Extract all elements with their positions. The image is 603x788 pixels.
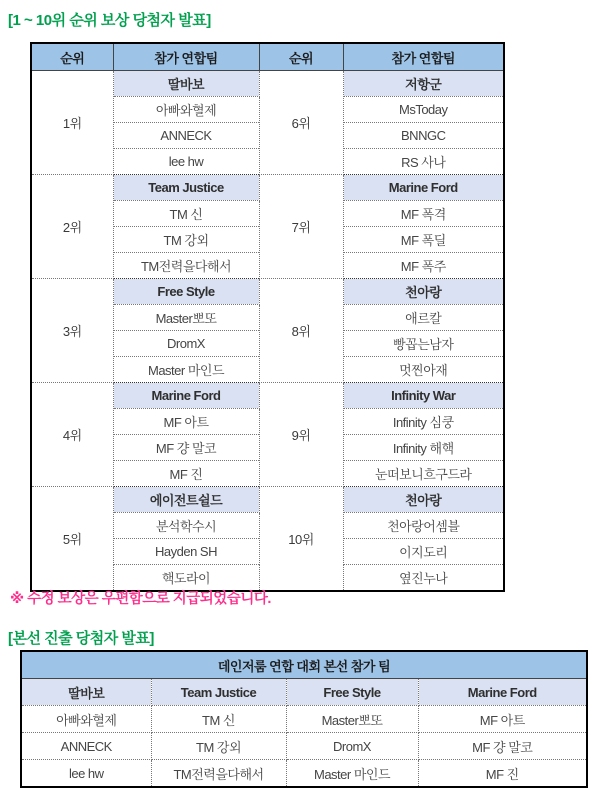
member-name-cell: Infinity 해핵 [343,435,504,461]
column-header-3: 참가 연합팀 [343,43,504,71]
member-name-cell: MF 진 [113,461,259,487]
table-row [31,487,504,513]
member-name-cell: 옆진누나 [343,565,504,592]
member-name-cell: ANNECK [113,123,259,149]
table-row [31,71,504,97]
alliance-name-cell: Team Justice [113,175,259,201]
member-name-cell: 애르칼 [343,305,504,331]
finals-member-cell: TM 신 [151,706,286,733]
finals-member-cell: TM전력을다해서 [151,760,286,788]
member-name-cell: RS 사나 [343,149,504,175]
member-name-cell: Infinity 심쿵 [343,409,504,435]
alliance-name-cell: 천아랑 [343,487,504,513]
finals-merged-header-row [21,651,587,679]
alliance-name-cell: 천아랑 [343,279,504,305]
member-name-cell: BNNGC [343,123,504,149]
member-name-cell: MF 폭격 [343,201,504,227]
rank-cell: 7위 [259,175,343,279]
finals-member-cell: MF 아트 [418,706,587,733]
alliance-name-cell: Free Style [113,279,259,305]
table-row [31,383,504,409]
ranking-table-header [31,43,504,71]
section-title-finals: [본선 진출 당첨자 발표] [8,630,154,647]
member-name-cell: MF 폭딜 [343,227,504,253]
rank-cell: 9위 [259,383,343,487]
member-name-cell: TM 신 [113,201,259,227]
rank-cell: 8위 [259,279,343,383]
reward-note: ※ 수정 보상은 우편함으로 지급되었습니다. [10,591,271,607]
member-name-cell: 빵꼽는남자 [343,331,504,357]
rank-cell: 6위 [259,71,343,175]
finals-member-cell: Master 마인드 [286,760,418,788]
table-row [31,279,504,305]
finals-member-cell: Master뽀또 [286,706,418,733]
finals-table-header [21,651,587,706]
alliance-name-cell: 에이전트쉴드 [113,487,259,513]
alliance-name-cell: Infinity War [343,383,504,409]
finals-table-body [21,706,587,788]
table-row [31,175,504,201]
finals-table-title: 데인저룸 연합 대회 본선 참가 팀 [21,651,587,679]
alliance-name-cell: Marine Ford [343,175,504,201]
ranking-table [30,42,505,592]
finals-team-header-1: Team Justice [151,679,286,706]
member-name-cell: Master뽀또 [113,305,259,331]
finals-table [20,650,588,788]
member-name-cell: MsToday [343,97,504,123]
finals-team-header-row [21,679,587,706]
member-name-cell: MF 아트 [113,409,259,435]
member-name-cell: 아빠와혈제 [113,97,259,123]
member-name-cell: 핵도라이 [113,565,259,592]
ranking-table-body [31,71,504,592]
finals-member-cell: TM 강외 [151,733,286,760]
column-header-1: 참가 연합팀 [113,43,259,71]
member-name-cell: 눈떠보니흐구드라 [343,461,504,487]
rank-cell: 5위 [31,487,113,592]
member-name-cell: MF 걍 말코 [113,435,259,461]
section-title-rank-rewards: [1 ~ 10위 순위 보상 당첨자 발표] [8,12,211,29]
finals-member-cell: 아빠와혈제 [21,706,151,733]
rank-cell: 10위 [259,487,343,592]
finals-team-header-2: Free Style [286,679,418,706]
finals-member-cell: MF 진 [418,760,587,788]
finals-member-cell: MF 걍 말코 [418,733,587,760]
member-name-cell: MF 폭주 [343,253,504,279]
alliance-name-cell: 저항군 [343,71,504,97]
table-row [21,706,587,733]
member-name-cell: 분석학수시 [113,513,259,539]
member-name-cell: Hayden SH [113,539,259,565]
member-name-cell: lee hw [113,149,259,175]
finals-member-cell: ANNECK [21,733,151,760]
finals-team-header-3: Marine Ford [418,679,587,706]
member-name-cell: 천아랑어셈블 [343,513,504,539]
finals-member-cell: lee hw [21,760,151,788]
column-header-2: 순위 [259,43,343,71]
finals-member-cell: DromX [286,733,418,760]
member-name-cell: DromX [113,331,259,357]
column-header-0: 순위 [31,43,113,71]
table-header-row [31,43,504,71]
alliance-name-cell: Marine Ford [113,383,259,409]
alliance-name-cell: 딸바보 [113,71,259,97]
member-name-cell: TM전력을다해서 [113,253,259,279]
rank-cell: 1위 [31,71,113,175]
member-name-cell: Master 마인드 [113,357,259,383]
rank-cell: 2위 [31,175,113,279]
finals-team-header-0: 딸바보 [21,679,151,706]
rank-cell: 3위 [31,279,113,383]
table-row [21,760,587,788]
rank-cell: 4위 [31,383,113,487]
member-name-cell: TM 강외 [113,227,259,253]
table-row [21,733,587,760]
member-name-cell: 이지도리 [343,539,504,565]
member-name-cell: 멋찐아재 [343,357,504,383]
